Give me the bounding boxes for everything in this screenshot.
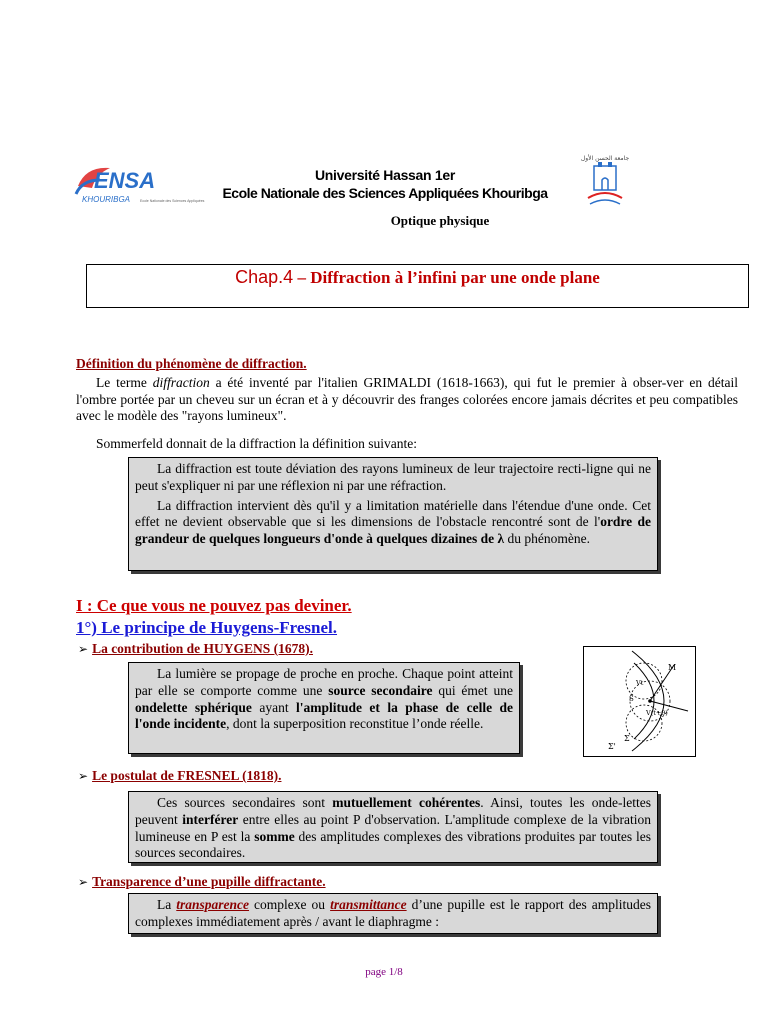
transparence-box	[128, 893, 658, 934]
definition-box-p2-c: du phénomène.	[504, 531, 590, 547]
transparence-heading: Transparence d’une pupille diffractante.	[92, 874, 326, 889]
source-point	[648, 699, 652, 703]
label-sigma-prime: Σ'	[608, 742, 616, 751]
fresnel-heading: Le postulat de FRESNEL (1818).	[92, 768, 282, 783]
chapter-name: – Diffraction à l’infini par une onde plane	[293, 268, 600, 287]
transparence-bullet	[78, 874, 326, 890]
seal-graphic	[578, 152, 632, 212]
arrow-bullet-icon: ➢	[78, 769, 89, 783]
huygens-diagram	[584, 647, 695, 756]
huygens-bullet	[78, 641, 313, 657]
huygens-box	[128, 662, 520, 754]
huygens-figure	[583, 646, 696, 757]
fresnel-bullet	[78, 768, 281, 784]
transmittance-term: transmittance	[330, 897, 407, 912]
definition-box-p2-bold: ordre de grandeur de quelques longueurs d'onde à quelques dizaines de λ	[135, 514, 652, 547]
amplitude-phase-term: l'amplitude et la phase de celle de l'onde incidente	[135, 699, 513, 732]
school-name: Ecole Nationale des Sciences Appliquées Khouribga	[222, 185, 548, 201]
source-secondaire-term: source secondaire	[328, 682, 433, 698]
transparence-text: La transparence complexe ou transmittance d’une pupille est le rapport des amplitudes complexes immédiatement après / avant le diaphragme :	[135, 897, 651, 929]
svg-text:Ecole Nationale des Sciences A: Ecole Nationale des Sciences Appliquées	[140, 199, 205, 203]
definition-text-b: a été inventé par l'italien GRIMALDI (1618-1663), qui fut le premier à obser-ver en détail l'ombre portée par un cheveu sur un écran et à y découvrir des franges colorées encore jamais décrites et peu compatibles avec le modèle des "rayons lumineux".	[76, 375, 738, 423]
sommerfeld-definition-box	[128, 457, 658, 571]
transparence-term: transparence	[176, 897, 250, 912]
definition-box-p2	[135, 498, 651, 548]
sommerfeld-intro: Sommerfeld donnait de la diffraction la définition suivante:	[96, 436, 418, 451]
fresnel-box	[128, 791, 658, 863]
section-1-title: I : Ce que vous ne pouvez pas deviner.	[76, 596, 352, 615]
university-name: Université Hassan 1er	[314, 167, 455, 183]
arrow-bullet-icon: ➢	[78, 642, 89, 656]
ondelette-term: ondelette sphérique	[135, 699, 252, 715]
university-seal-logo	[578, 152, 632, 212]
chapter-number: Chap.4	[235, 267, 294, 287]
svg-text:KHOURIBGA: KHOURIBGA	[82, 195, 131, 204]
interferer-term: interférer	[182, 811, 239, 827]
somme-term: somme	[254, 828, 295, 844]
definition-box-p2-a: La diffraction intervient dès qu'il y a limitation matérielle dans l'étendue d'une onde. Cet effet ne devient observable que si les dimensions de l'obstacle rencontré sont de l'	[135, 497, 651, 530]
chapter-title	[86, 267, 749, 288]
fresnel-text: Ces sources secondaires sont mutuellement cohérentes. Ainsi, toutes les onde-lettes peuvent interférer entre elles au point P d'observation. L'amplitude complexe de la vibration lumineuse en P est la somme des amplitudes complexes des vibrations produites par toutes les sources secondaires.	[135, 795, 651, 861]
svg-text:جامعة الحسن الأول: جامعة الحسن الأول	[580, 155, 630, 162]
definition-text-a: Le terme	[96, 375, 153, 390]
definition-heading: Définition du phénomène de diffraction.	[76, 356, 307, 371]
definition-term: diffraction	[152, 375, 210, 390]
ensa-logo	[76, 158, 205, 216]
label-Vtt: V(t+θ)	[646, 709, 668, 717]
label-M: M	[668, 663, 677, 672]
huygens-text: La lumière se propage de proche en proche. Chaque point atteint par elle se comporte comme une source secondaire qui émet une ondelette sphérique ayant l'amplitude et la phase de celle de l'onde incidente, dont la superposition reconstitue l’onde réelle.	[135, 666, 513, 732]
coherentes-term: mutuellement cohérentes	[332, 795, 481, 810]
section-1-1-title: 1°) Le principe de Huygens-Fresnel.	[76, 618, 338, 637]
arrow-bullet-icon: ➢	[78, 875, 89, 889]
definition-box-p1: La diffraction est toute déviation des rayons lumineux de leur trajectoire recti-ligne qui ne peut s'expliquer ni par une réflexion ni par une réfraction.	[135, 461, 651, 493]
definition-paragraph	[76, 375, 738, 425]
page-number: page 1/8	[365, 966, 403, 978]
course-title: Optique physique	[390, 213, 490, 228]
ensa-logo-graphic	[76, 158, 205, 216]
label-sigma: Σ	[624, 734, 630, 743]
svg-text:ENSA: ENSA	[94, 168, 156, 193]
huygens-heading: La contribution de HUYGENS (1678).	[92, 641, 313, 656]
label-S: S	[629, 695, 634, 703]
label-Vt: Vt	[636, 679, 644, 687]
